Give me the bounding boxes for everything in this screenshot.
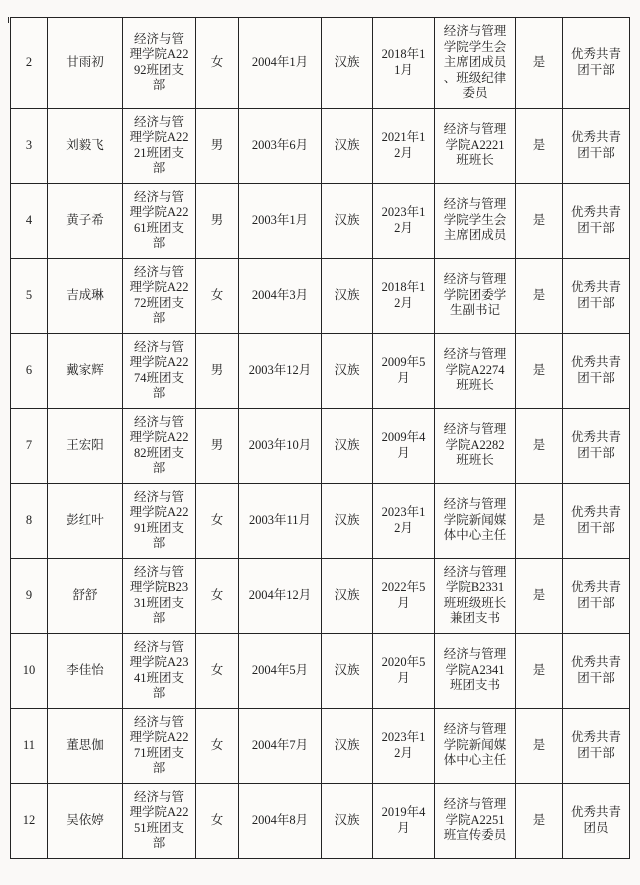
table-row [11, 483, 630, 558]
cell-award-title: 优秀共青团干部 [563, 108, 630, 183]
cell-row-number: 3 [11, 108, 48, 183]
cell-gender: 女 [196, 708, 239, 783]
cell-name: 刘毅飞 [48, 108, 123, 183]
cell-league-branch: 经济与管理学院A2261班团支部 [123, 183, 196, 258]
cell-row-number: 7 [11, 408, 48, 483]
cell-join-date: 2023年12月 [373, 708, 435, 783]
cell-gender: 女 [196, 258, 239, 333]
cell-flag: 是 [516, 708, 563, 783]
table-row [11, 783, 630, 858]
table-row [11, 408, 630, 483]
cell-position: 经济与管理学院A2282班班长 [435, 408, 516, 483]
cell-position: 经济与管理学院团委学生副书记 [435, 258, 516, 333]
cell-birth-date: 2004年3月 [239, 258, 322, 333]
cell-award-title: 优秀共青团干部 [563, 483, 630, 558]
cell-flag: 是 [516, 408, 563, 483]
cell-award-title: 优秀共青团干部 [563, 18, 630, 109]
cell-gender: 男 [196, 108, 239, 183]
cell-position: 经济与管理学院A2221班班长 [435, 108, 516, 183]
table-row [11, 183, 630, 258]
table-row [11, 18, 630, 109]
cell-join-date: 2021年12月 [373, 108, 435, 183]
cell-birth-date: 2004年5月 [239, 633, 322, 708]
cell-join-date: 2023年12月 [373, 483, 435, 558]
cell-ethnicity: 汉族 [322, 708, 373, 783]
member-roster-table [10, 17, 630, 859]
cell-row-number: 5 [11, 258, 48, 333]
cell-award-title: 优秀共青团干部 [563, 408, 630, 483]
cell-join-date: 2018年11月 [373, 18, 435, 109]
cell-league-branch: 经济与管理学院A2272班团支部 [123, 258, 196, 333]
cell-name: 甘雨初 [48, 18, 123, 109]
cell-ethnicity: 汉族 [322, 483, 373, 558]
cell-birth-date: 2003年1月 [239, 183, 322, 258]
cell-league-branch: 经济与管理学院A2274班团支部 [123, 333, 196, 408]
cell-name: 吉成琳 [48, 258, 123, 333]
cell-award-title: 优秀共青团干部 [563, 183, 630, 258]
cell-league-branch: 经济与管理学院A2292班团支部 [123, 18, 196, 109]
cell-flag: 是 [516, 558, 563, 633]
cell-row-number: 4 [11, 183, 48, 258]
cell-position: 经济与管理学院新闻媒体中心主任 [435, 708, 516, 783]
cell-name: 王宏阳 [48, 408, 123, 483]
cell-row-number: 6 [11, 333, 48, 408]
cell-award-title: 优秀共青团干部 [563, 633, 630, 708]
cell-position: 经济与管理学院A2341班团支书 [435, 633, 516, 708]
cell-birth-date: 2004年1月 [239, 18, 322, 109]
cell-ethnicity: 汉族 [322, 258, 373, 333]
cell-name: 黄子希 [48, 183, 123, 258]
cell-league-branch: 经济与管理学院A2341班团支部 [123, 633, 196, 708]
cell-position: 经济与管理学院新闻媒体中心主任 [435, 483, 516, 558]
cell-gender: 男 [196, 408, 239, 483]
cell-league-branch: 经济与管理学院A2251班团支部 [123, 783, 196, 858]
cell-ethnicity: 汉族 [322, 633, 373, 708]
cell-name: 舒舒 [48, 558, 123, 633]
cell-row-number: 2 [11, 18, 48, 109]
cell-position: 经济与管理学院学生会主席团成员、班级纪律委员 [435, 18, 516, 109]
cell-gender: 男 [196, 333, 239, 408]
cell-join-date: 2019年4月 [373, 783, 435, 858]
cell-gender: 女 [196, 558, 239, 633]
cell-award-title: 优秀共青团干部 [563, 708, 630, 783]
cell-join-date: 2023年12月 [373, 183, 435, 258]
cell-flag: 是 [516, 258, 563, 333]
cell-row-number: 12 [11, 783, 48, 858]
cell-flag: 是 [516, 108, 563, 183]
cell-birth-date: 2004年7月 [239, 708, 322, 783]
cell-name: 戴家辉 [48, 333, 123, 408]
cell-league-branch: 经济与管理学院A2291班团支部 [123, 483, 196, 558]
cell-row-number: 11 [11, 708, 48, 783]
cell-position: 经济与管理学院B2331班班级班长兼团支书 [435, 558, 516, 633]
cell-birth-date: 2003年12月 [239, 333, 322, 408]
table-row [11, 258, 630, 333]
cell-join-date: 2009年4月 [373, 408, 435, 483]
cell-flag: 是 [516, 633, 563, 708]
table-row [11, 708, 630, 783]
cell-ethnicity: 汉族 [322, 18, 373, 109]
cell-row-number: 10 [11, 633, 48, 708]
cell-league-branch: 经济与管理学院A2221班团支部 [123, 108, 196, 183]
table-row [11, 633, 630, 708]
cell-ethnicity: 汉族 [322, 183, 373, 258]
cell-row-number: 8 [11, 483, 48, 558]
cell-name: 董思伽 [48, 708, 123, 783]
table-row [11, 333, 630, 408]
cell-flag: 是 [516, 18, 563, 109]
cell-ethnicity: 汉族 [322, 333, 373, 408]
cell-gender: 女 [196, 633, 239, 708]
cell-award-title: 优秀共青团员 [563, 783, 630, 858]
cell-gender: 女 [196, 783, 239, 858]
cell-flag: 是 [516, 483, 563, 558]
cell-ethnicity: 汉族 [322, 783, 373, 858]
cell-name: 彭红叶 [48, 483, 123, 558]
scan-artifact-line [8, 17, 9, 23]
cell-join-date: 2009年5月 [373, 333, 435, 408]
cell-join-date: 2020年5月 [373, 633, 435, 708]
scanned-document-page [0, 17, 640, 885]
cell-ethnicity: 汉族 [322, 558, 373, 633]
cell-position: 经济与管理学院A2274班班长 [435, 333, 516, 408]
cell-gender: 男 [196, 183, 239, 258]
cell-position: 经济与管理学院学生会主席团成员 [435, 183, 516, 258]
cell-birth-date: 2004年8月 [239, 783, 322, 858]
cell-name: 李佳怡 [48, 633, 123, 708]
cell-row-number: 9 [11, 558, 48, 633]
table-row [11, 108, 630, 183]
cell-name: 吴依婷 [48, 783, 123, 858]
cell-flag: 是 [516, 183, 563, 258]
table-body [11, 18, 630, 859]
cell-join-date: 2018年12月 [373, 258, 435, 333]
cell-award-title: 优秀共青团干部 [563, 558, 630, 633]
cell-ethnicity: 汉族 [322, 108, 373, 183]
cell-flag: 是 [516, 333, 563, 408]
cell-position: 经济与管理学院A2251班宣传委员 [435, 783, 516, 858]
cell-birth-date: 2004年12月 [239, 558, 322, 633]
cell-ethnicity: 汉族 [322, 408, 373, 483]
table-row [11, 558, 630, 633]
cell-birth-date: 2003年10月 [239, 408, 322, 483]
cell-award-title: 优秀共青团干部 [563, 333, 630, 408]
cell-birth-date: 2003年11月 [239, 483, 322, 558]
cell-gender: 女 [196, 483, 239, 558]
cell-gender: 女 [196, 18, 239, 109]
cell-league-branch: 经济与管理学院B2331班团支部 [123, 558, 196, 633]
cell-league-branch: 经济与管理学院A2282班团支部 [123, 408, 196, 483]
cell-birth-date: 2003年6月 [239, 108, 322, 183]
cell-award-title: 优秀共青团干部 [563, 258, 630, 333]
cell-flag: 是 [516, 783, 563, 858]
cell-league-branch: 经济与管理学院A2271班团支部 [123, 708, 196, 783]
cell-join-date: 2022年5月 [373, 558, 435, 633]
